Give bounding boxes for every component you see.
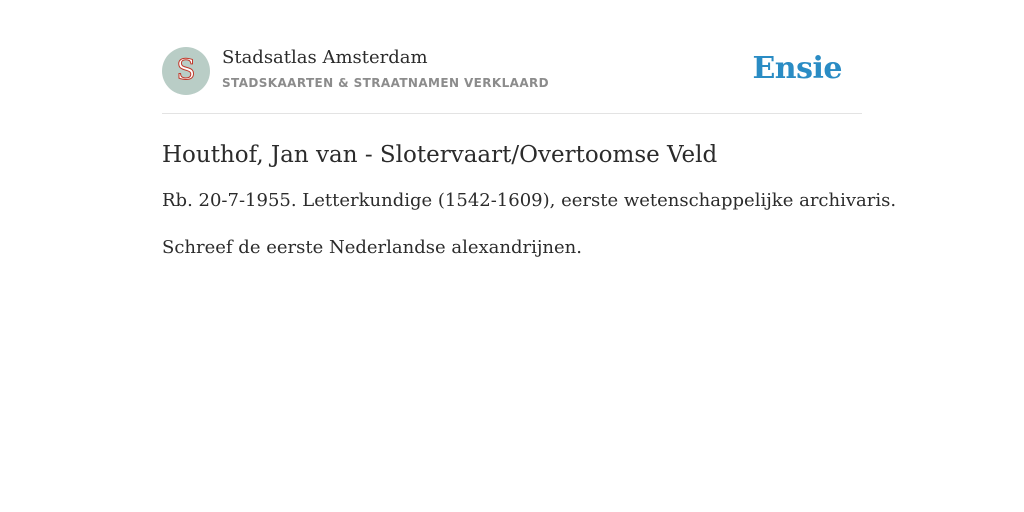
- avatar[interactable]: [162, 47, 210, 95]
- page: [162, 0, 897, 259]
- site-title[interactable]: Stadsatlas Amsterdam: [222, 47, 428, 68]
- entry-paragraph: Schreef de eerste Nederlandse alexandrijnen.: [162, 237, 582, 258]
- entry-paragraph: Rb. 20-7-1955. Letterkundige (1542-1609), eerste wetenschappelijke archivaris.: [162, 190, 897, 211]
- avatar-letter: S: [176, 53, 196, 86]
- site-header: [162, 47, 862, 114]
- site-subtitle: STADSKAARTEN & STRAATNAMEN VERKLAARD: [222, 76, 550, 90]
- ensie-logo[interactable]: Ensie: [752, 51, 842, 86]
- entry-title: Houthof, Jan van - Slotervaart/Overtoomse Veld: [162, 142, 718, 168]
